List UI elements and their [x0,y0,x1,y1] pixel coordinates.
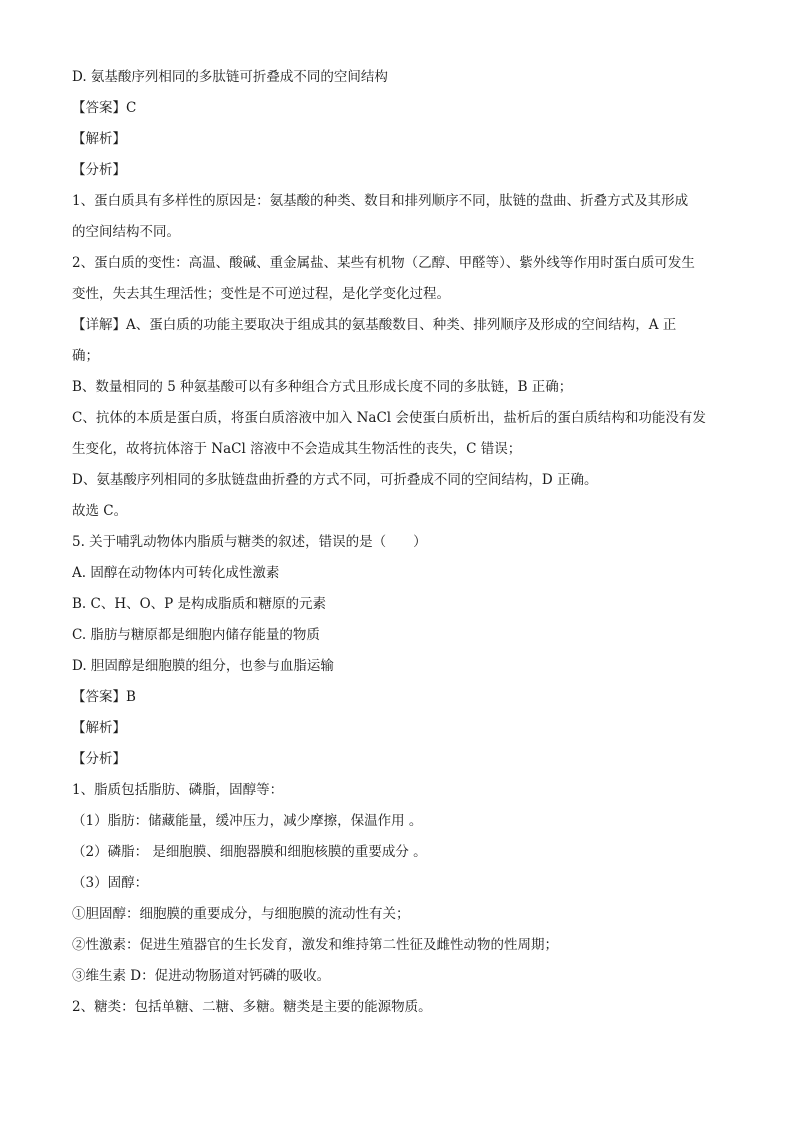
detail-paragraph-line: 【详解】A、蛋白质的功能主要取决于组成其的氨基酸数目、种类、排列顺序及形成的空间结构，A 正 [72,317,677,333]
option-d-line: D. 氨基酸序列相同的多肽链可折叠成不同的空间结构 [72,69,388,85]
analysis-list-item: ②性激素：促进生殖器官的生长发育，激发和维持第二性征及雌性动物的性周期； [72,937,558,953]
detail-paragraph-line: B、数量相同的 5 种氨基酸可以有多种组合方式且形成长度不同的多肽链，B 正确； [72,379,573,395]
analysis-list-item: ③维生素 D：促进动物肠道对钙磷的吸收。 [72,968,331,984]
choice-conclusion: 故选 C。 [72,503,128,519]
question-option-a: A. 固醇在动物体内可转化成性激素 [72,565,280,581]
question-stem: 5. 关于哺乳动物体内脂质与糖类的叙述，错误的是（ ） [72,534,427,550]
analysis-paragraph-line: 2、蛋白质的变性：高温、酸碱、重金属盐、某些有机物（乙醇、甲醛等）、紫外线等作用时蛋白质可发生 [72,255,695,271]
question-option-c: C. 脂肪与糖原都是细胞内储存能量的物质 [72,627,320,643]
question-option-b: B. C、H、O、P 是构成脂质和糖原的元素 [72,596,327,612]
detail-paragraph-line: 生变化，故将抗体溶于 NaCl 溶液中不会造成其生物活性的丧失，C 错误； [72,441,522,457]
analysis-list-item: （2）磷脂： 是细胞膜、细胞器膜和细胞核膜的重要成分 。 [72,844,427,860]
question-option-d: D. 胆固醇是细胞膜的组分，也参与血脂运输 [72,658,334,674]
analysis-paragraph-line: 2、糖类：包括单糖、二糖、多糖。糖类是主要的能源物质。 [72,999,432,1015]
explanation-heading: 【解析】 [72,131,126,147]
answer-label: 【答案】B [72,689,136,705]
analysis-paragraph-line: 1、脂质包括脂肪、磷脂，固醇等： [72,782,284,798]
document-page [72,62,724,1023]
analysis-heading: 【分析】 [72,751,126,767]
detail-paragraph-line: 确； [72,348,99,364]
detail-paragraph-line: C、抗体的本质是蛋白质，将蛋白质溶液中加入 NaCl 会使蛋白质析出，盐析后的蛋白质结构和功能没有发 [72,410,706,426]
answer-label: 【答案】C [72,100,137,116]
analysis-paragraph-line: 的空间结构不同。 [72,224,180,240]
analysis-list-item: ①胆固醇：细胞膜的重要成分，与细胞膜的流动性有关； [72,906,410,922]
analysis-paragraph-line: 变性，失去其生理活性；变性是不可逆过程，是化学变化过程。 [72,286,450,302]
analysis-list-item: （1）脂肪：储藏能量，缓冲压力，减少摩擦，保温作用 。 [72,813,423,829]
detail-paragraph-line: D、氨基酸序列相同的多肽链盘曲折叠的方式不同，可折叠成不同的空间结构，D 正确。 [72,472,598,488]
analysis-list-item: （3）固醇： [72,875,149,891]
explanation-heading: 【解析】 [72,720,126,736]
analysis-heading: 【分析】 [72,162,126,178]
analysis-paragraph-line: 1、蛋白质具有多样性的原因是：氨基酸的种类、数目和排列顺序不同，肽链的盘曲、折叠方式及其形成 [72,193,689,209]
